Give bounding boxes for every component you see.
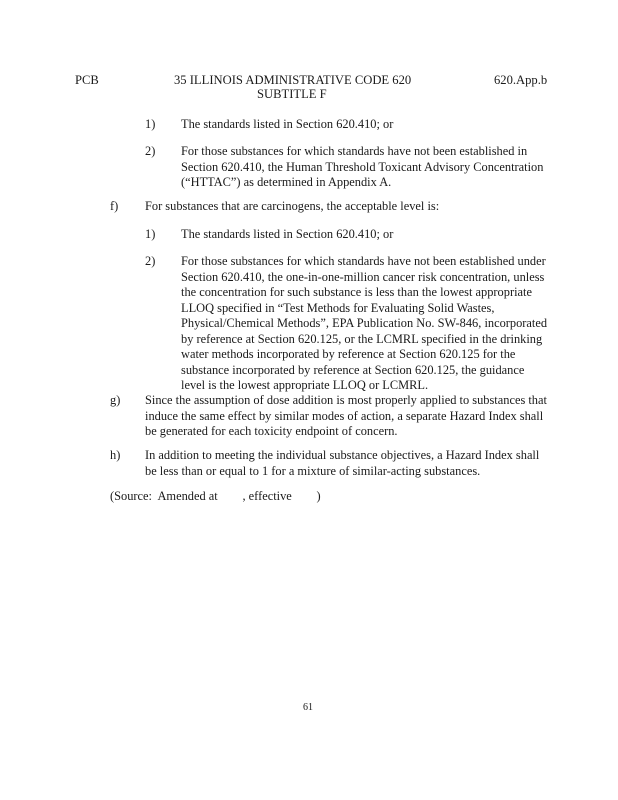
text-line: LLOQ specified in “Test Methods for Evaluating Solid Wastes, <box>181 300 495 315</box>
source-note: (Source: Amended at , effective ) <box>110 489 321 503</box>
item-e1-number: 1) <box>145 117 156 131</box>
header-left: PCB <box>75 73 99 87</box>
header-title: 35 ILLINOIS ADMINISTRATIVE CODE 620 <box>174 73 412 87</box>
header-right: 620.App.b <box>494 73 548 87</box>
item-f1-number: 1) <box>145 227 156 241</box>
text-line: Section 620.410, the Human Threshold Toxicant Advisory Concentration <box>181 159 544 174</box>
item-f-number: f) <box>110 199 119 213</box>
text-line: level is the lowest appropriate LLOQ or LCMRL. <box>181 378 429 392</box>
text-line: induce the same effect by similar modes of action, a separate Hazard Index shall <box>145 408 544 423</box>
text-line: For substances that are carcinogens, the acceptable level is: <box>145 199 440 213</box>
text-line: by reference at Section 620.125, or the LCMRL specified in the drinking <box>181 331 543 346</box>
text-line: Since the assumption of dose addition is most properly applied to substances that <box>145 393 547 407</box>
item-e1-text <box>181 117 393 133</box>
item-g-number: g) <box>110 393 121 407</box>
item-g-text <box>145 393 547 440</box>
text-line: be less than or equal to 1 for a mixture of similar-acting substances. <box>145 463 481 478</box>
item-e2-number: 2) <box>145 144 156 158</box>
item-f2-number: 2) <box>145 254 156 268</box>
text-line: substance incorporated by reference at Section 620.125, the guidance <box>181 362 525 377</box>
text-line: water methods incorporated by reference at Section 620.125 for the <box>181 347 516 361</box>
item-h-number: h) <box>110 448 121 462</box>
text-line: the concentration for such substance is less than the lowest appropriate <box>181 285 532 299</box>
page-number: 61 <box>303 702 313 713</box>
text-line: The standards listed in Section 620.410; or <box>181 227 394 241</box>
text-line: For those substances for which standards have not been established under <box>181 254 546 268</box>
item-h-text <box>145 448 539 479</box>
item-f-text <box>145 199 439 215</box>
text-line: Physical/Chemical Methods”, EPA Publication No. SW-846, incorporated <box>181 316 548 330</box>
text-line: For those substances for which standards have not been established in <box>181 144 528 158</box>
text-line: Section 620.410, the one-in-one-million cancer risk concentration, unless <box>181 269 545 284</box>
item-f1-text <box>181 227 393 243</box>
text-line: (“HTTAC”) as determined in Appendix A. <box>181 175 392 189</box>
text-line: be generated for each toxicity endpoint of concern. <box>145 424 398 438</box>
text-line: The standards listed in Section 620.410; or <box>181 117 394 131</box>
item-f2-text <box>181 254 547 394</box>
item-e2-text <box>181 144 543 191</box>
text-line: In addition to meeting the individual substance objectives, a Hazard Index shall <box>145 448 540 462</box>
header-subtitle: SUBTITLE F <box>257 87 327 101</box>
